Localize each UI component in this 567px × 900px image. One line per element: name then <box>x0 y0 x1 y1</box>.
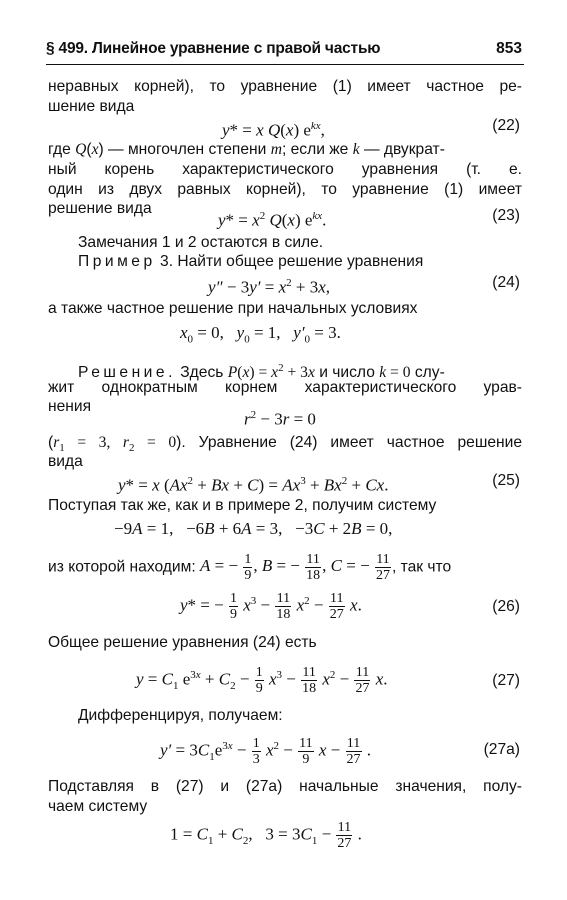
characteristic-equation: $r^2 - 3r = 0$ <box>244 409 316 429</box>
text-line: ($r_1 = 3$, $r_2 = 0$). Уравнение (24) имеет частное решение <box>48 434 522 455</box>
text-line: Решение. Здесь $P(x) = x^2 + 3x$ и число k = 0 слу- <box>78 362 445 382</box>
equation-24: $y'' - 3y' = x^2 + 3x$, <box>208 277 331 297</box>
section-title: § 499. Линейное уравнение с правой частью <box>46 40 381 57</box>
linear-system: −9A = 1, −6B + 6A = 3, −3C + 2B = 0, <box>114 519 393 538</box>
text-line: неравных корней), то уравнение (1) имеет частное ре- <box>48 78 522 95</box>
text-line: Поступая так же, как и в примере 2, получим систему <box>48 497 437 514</box>
text-line: жит однократным корнем характеристического урав- <box>48 379 522 396</box>
text-line: из которой находим: A = − $\frac{1}{9}$ , B = − $\frac{11}{18}$ , C = − $\frac{11}{27}$ , так что <box>48 552 452 583</box>
equation-27: $y = C_1$ $e^{3x} + C_2$ − $\frac{1}{9}$ $x^3$ − $\frac{11}{18}$ $x^2$ − $\frac{11}{27}$ x. <box>136 665 388 697</box>
equation-number: (25) <box>492 472 520 489</box>
initial-conditions: $x_0 = 0$, $y_0 = 1$, $y'_0 = 3$. <box>180 323 341 346</box>
equation-number: (23) <box>492 207 520 224</box>
equation-number: (26) <box>492 598 520 615</box>
text-line: Пример 3. Найти общее решение уравнения <box>78 253 424 270</box>
text-line: а также частное решение при начальных условиях <box>48 300 418 317</box>
page-number: 853 <box>496 40 522 57</box>
page-header <box>46 40 524 65</box>
equation-number: (27а) <box>483 741 520 758</box>
text-line: нения <box>48 398 92 415</box>
equation-26: y* = − $\frac{1}{9}$ $x^3$ − $\frac{11}{18}$ $x^2$ − $\frac{11}{27}$ x. <box>180 591 362 623</box>
text-line: шение вида <box>48 98 135 115</box>
text-line: вида <box>48 453 83 470</box>
text-line: один из двух равных корней), то уравнение (1) имеет <box>48 181 522 198</box>
text-line: Общее решение уравнения (24) есть <box>48 634 317 651</box>
text-line: решение вида <box>48 200 152 217</box>
equation-number: (27) <box>492 672 520 689</box>
text-line: Подставляя в (27) и (27а) начальные значения, полу- <box>48 778 522 795</box>
equation-number: (22) <box>492 117 520 134</box>
text-line: где Q(x) — многочлен степени m; если же k — двукрат- <box>48 141 445 158</box>
equation-27a: $y' = 3C_1e^{3x}$ − $\frac{1}{3}$ $x^2$ − $\frac{11}{9}$ x − $\frac{11}{27}$ . <box>160 736 371 768</box>
text-line: Замечания 1 и 2 остаются в силе. <box>78 234 324 251</box>
text-line: чаем систему <box>48 798 148 815</box>
text-line: Дифференцируя, получаем: <box>78 707 283 724</box>
text-line: ный корень характеристического уравнения (т. е. <box>48 161 522 178</box>
initial-system: $1 = C_1 + C_2$, $3 = 3C_1$ − $\frac{11}{27}$ . <box>170 820 362 851</box>
equation-23: $y* = x^2$ Q(x) $e^{kx}$. <box>218 210 327 230</box>
equation-25: y* = x $(Ax^2 + Bx + C) = Ax^3 + Bx^2 + Cx$. <box>118 475 389 495</box>
equation-22: y* = x Q(x) $e^{kx}$, <box>222 120 325 140</box>
equation-number: (24) <box>492 274 520 291</box>
